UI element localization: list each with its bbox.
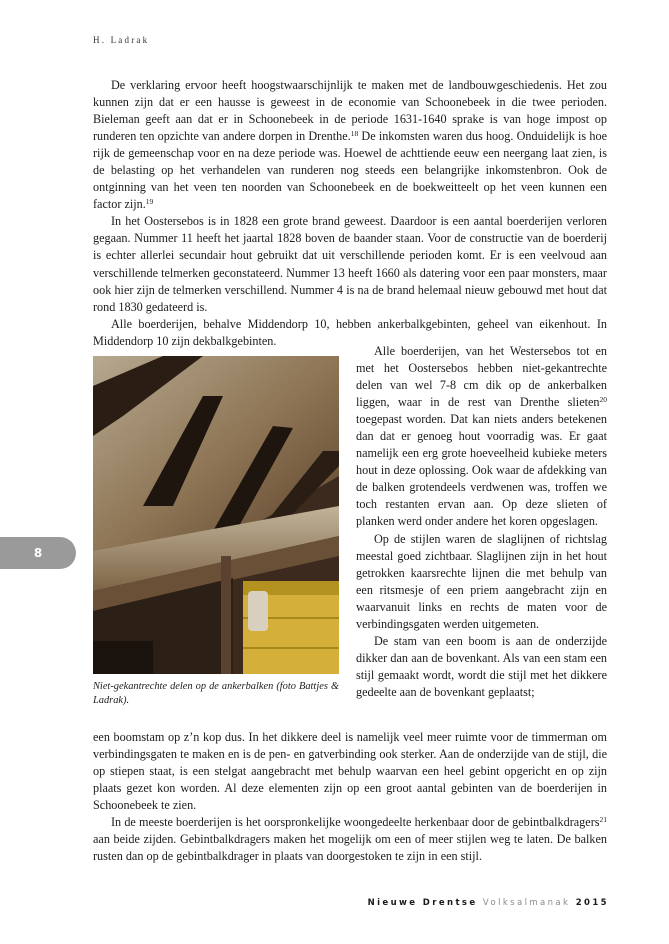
page-number-tab [0,537,76,569]
barn-beams-photo [93,356,339,674]
running-header-author: H. Ladrak [93,35,150,45]
text-run: In de meeste boerderijen is het oorspronkelijke woongedeelte herkenbaar door de gebintbalkdragers [111,815,600,830]
photo-illustration [93,356,339,674]
right-text-column [356,343,607,701]
footnote-ref: 20 [599,395,607,405]
text-run: Alle boerderijen, behalve Middendorp 10, hebben ankerbalkgebinten, geheel van eikenhout. In Middendorp 10 zijn dekbalkgebinten. [93,316,607,348]
body-paragraph [93,814,607,865]
text-run: De verklaring ervoor heeft hoogstwaarschijnlijk te maken met de landbouwgeschiedenis. Het zou kunnen zijn dat er een hausse is geweest in de economie van Schoonebeek in die twee perioden. Bieleman geeft aan dat er in Schoonebeek in de periode 1631-1640 sprake is van hoge impost op runderen ten opzichte van andere dorpen in Drenthe. [93,78,607,144]
footnote-ref: 18 [350,129,359,139]
body-paragraph [356,531,607,633]
body-paragraph [93,213,607,315]
footnote-ref: 21 [599,815,607,825]
text-run: In het Oostersebos is in 1828 een grote brand geweest. Daardoor is een aantal boerderijen verloren gegaan. Nummer 11 heeft het jaartal 1828 boven de baander staan. Voor de constructie van de boerderij is echter allerlei secundair hout gebruikt dat uit verschillende perioden komt. Er is een veelvoud aan verschillende telmerken geconstateerd. Nummer 13 heeft 1660 als datering voor een paar monsters, maar ook hier zijn de telmerken verschillend. Nummer 4 is na de brand helemaal nieuw gebouwd met hout dat rond 1830 gedateerd is. [93,214,607,314]
footer-title-part3: 2015 [570,898,609,908]
body-paragraph [93,77,607,213]
text-run: De inkomsten waren dus hoog. Onduidelijk is hoe rijk de gemeenschap voor en na deze periode was. Hoewel de achttiende eeuw een neergang laat zien, is de belasting op het verhandelen van runderen nog steeds een belangrijke inkomstenbron. Ook de ontginning van het veen ten noorden van Schoonebeek en de boekweitteelt op het veen kunnen een factor zijn. [93,129,607,212]
text-run: De stam van een boom is aan de onderzijde dikker dan aan de bovenkant. Als van een stam een stijl gemaakt wordt, wordt die stijl met het dikkere gedeelte aan de bovenkant geplaatst; [356,633,607,699]
text-run: Op de stijlen waren de slaglijnen of richtslag meestal goed zichtbaar. Slaglijnen zijn in het hout getrokken kaarsrechte lijnen die met behulp van een ritsmesje of een priem aangebracht zijn en waarvanuit links en rechts de maten voor de verbindingsgaten werden uitgemeten. [356,531,607,631]
footer-title-part1: Nieuwe Drentse [367,898,483,908]
body-paragraph [93,729,607,814]
footer-title-part2: Volksalmanak [482,898,571,908]
top-text-block [93,77,607,350]
text-run: aan beide zijden. Gebintbalkdragers maken het mogelijk om een of meer stijlen weg te laten. De balken rusten dan op de gebintbalkdrager in plaats van doorgestoken te zijn in een stijl. [93,832,607,864]
text-run: toegepast worden. Dat kan niets anders betekenen dan dat er genoeg hout voorradig was. Er gaat namelijk een erg grote hoeveelheid kubieke meters hout in deze oplossing. Ook waar de afdekking van de balken grotendeels verdwenen was, troffen we toch restanten ervan aan. Op deze slieten of planken werd onder andere het koren opgeslagen. [356,412,607,529]
photo-caption: Niet-gekantrechte delen op de ankerbalken (foto Battjes & Ladrak). [93,681,339,706]
body-paragraph [356,343,607,531]
text-run: een boomstam op z’n kop dus. In het dikkere deel is namelijk veel meer ruimte voor de timmerman om verbindingsgaten te maken en is de pen- en gatverbinding ook sterker. Aan de onderzijde van de stijl, die op stiepen staat, is een stelgat aangebracht met behulp waarvan een heel gebint opgericht en op zijn plaats gezet kon worden. Al deze elementen zijn op een groot aantal gebinten van de boerderijen in Schoonebeek te zien. [93,730,607,813]
bottom-text-block [93,729,607,865]
text-run: Alle boerderijen, van het Westersebos tot en met het Oostersebos hebben niet-gekantrechte delen van wel 7-8 cm dik op de ankerbalken liggen, waar in de rest van Drenthe slieten [356,344,607,410]
footnote-ref: 19 [145,197,154,207]
body-paragraph [356,633,607,701]
footer-publication-title [368,898,609,908]
page-number: 8 [33,546,43,560]
